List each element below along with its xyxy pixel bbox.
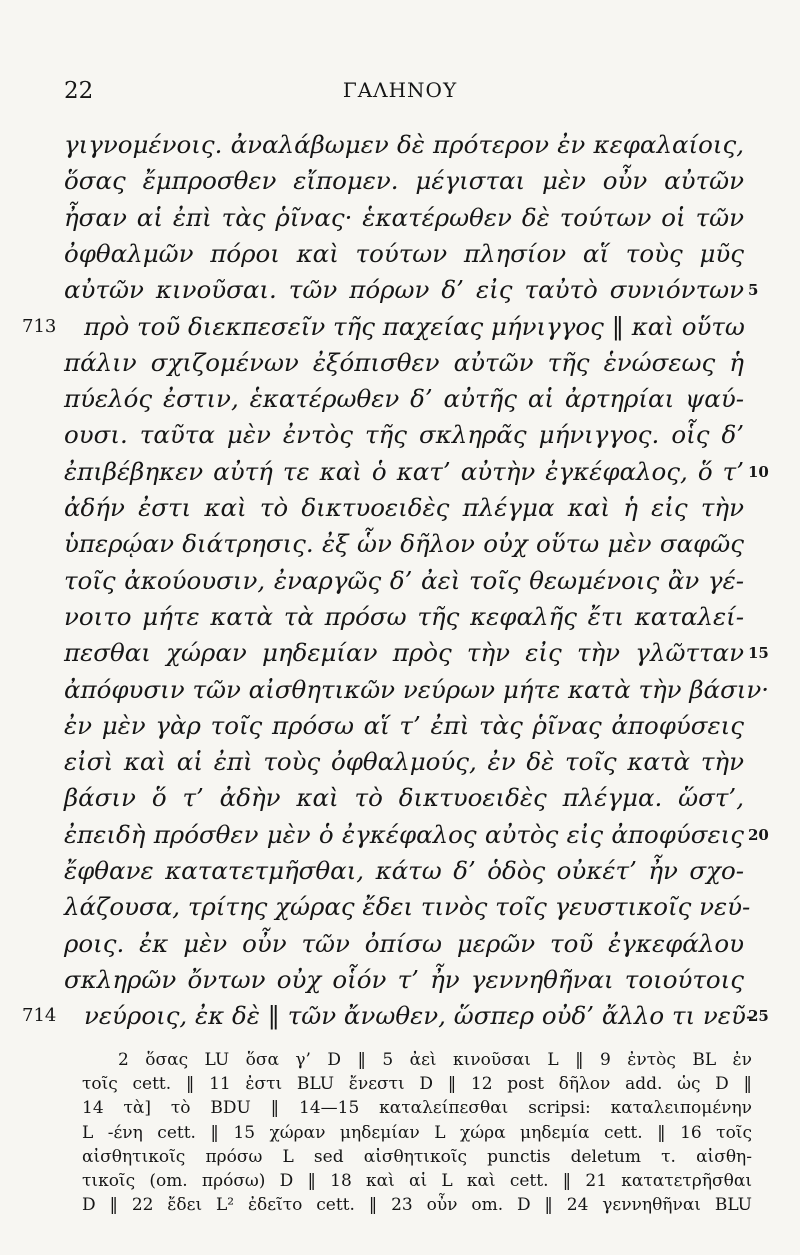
running-title: ΓΑΛΗΝΟΥ xyxy=(342,78,458,102)
text-line: λάζουσα, τρίτης χώρας ἔδει τινὸς τοῖς γευστικοῖς νεύ- xyxy=(64,892,751,922)
text-line: ἦσαν αἱ ἐπὶ τὰς ῥῖνας· ἑκατέρωθεν δὲ τούτων οἱ τῶν xyxy=(64,202,744,232)
apparatus-line: τοῖς cett. ‖ 11 ἐστι BLU ἔνεστι D ‖ 12 post δῆλον add. ὡς D ‖ xyxy=(82,1074,752,1095)
text-line: πύελός ἐστιν, ἑκατέρωθεν δ’ αὐτῆς αἱ ἀρτηρίαι ψαύ- xyxy=(64,384,744,414)
text-line: νοιτο μήτε κατὰ τὰ πρόσω τῆς κεφαλῆς ἔτι καταλεί- xyxy=(64,601,744,631)
text-line: βάσιν ὅ τ’ ἀδὴν καὶ τὸ δικτυοειδὲς πλέγμα. ὥστ’, xyxy=(64,783,744,813)
text-line: ἀπόφυσιν τῶν αἰσθητικῶν νεύρων μήτε κατὰ τὴν βάσιν· xyxy=(64,674,770,704)
apparatus-line: L -ένη cett. ‖ 15 χώραν μηδεμίαν L χώρα μηδεμία cett. ‖ 16 τοῖς xyxy=(82,1122,752,1143)
text-line: εἰσὶ καὶ αἱ ἐπὶ τοὺς ὀφθαλμούς, ἐν δὲ τοῖς κατὰ τὴν xyxy=(64,747,744,777)
text-line: σκληρῶν ὄντων οὐχ οἷόν τ’ ἦν γεννηθῆναι τοιούτοις xyxy=(64,964,744,994)
apparatus-line: D ‖ 22 ἔδει L² ἐδεῖτο cett. ‖ 23 οὖν om. D ‖ 24 γεννηθῆναι BLU xyxy=(82,1195,752,1216)
margin-page-ref: 713 xyxy=(22,315,57,337)
apparatus-line: αἰσθητικοῖς πρόσω L sed αἰσθητικοῖς punctis deletum τ. αἰσθη- xyxy=(82,1146,752,1167)
line-number: 10 xyxy=(748,462,769,481)
text-line: ὑπερῴαν διάτρησις. ἐξ ὧν δῆλον οὐχ οὕτω μὲν σαφῶς xyxy=(64,529,744,559)
text-line: αὐτῶν κινοῦσαι. τῶν πόρων δ’ εἰς ταὐτὸ συνιόντων xyxy=(64,275,744,305)
text-line: πρὸ τοῦ διεκπεσεῖν τῆς παχείας μήνιγγος ‖ καὶ οὕτω xyxy=(84,311,745,341)
text-line: πάλιν σχιζομένων ἐξόπισθεν αὐτῶν τῆς ἑνώσεως ἡ xyxy=(64,347,744,377)
apparatus-line: τικοῖς (om. πρόσω) D ‖ 18 καὶ αἱ L καὶ cett. ‖ 21 κατατετρῆσθαι xyxy=(82,1171,752,1191)
page-number: 22 xyxy=(64,78,94,104)
text-line: ὀφθαλμῶν πόροι καὶ τούτων πλησίον αἵ τοὺς μῦς xyxy=(64,238,744,268)
text-line: ἐπειδὴ πρόσθεν μὲν ὁ ἐγκέφαλος αὐτὸς εἰς ἀποφύσεις xyxy=(64,819,744,849)
text-line: γιγνομένοις. ἀναλάβωμεν δὲ πρότερον ἐν κεφαλαίοις, xyxy=(64,130,744,159)
text-line: νεύροις, ἐκ δὲ ‖ τῶν ἄνωθεν, ὥσπερ οὐδ’ ἄλλο τι νεῦ- xyxy=(84,1001,755,1031)
apparatus-line: 14 τὰ] τὸ BDU ‖ 14—15 καταλείπεσθαι scripsi: καταλειπομένην xyxy=(82,1098,752,1119)
line-number: 25 xyxy=(748,1007,769,1026)
text-line: ἐν μὲν γὰρ τοῖς πρόσω αἵ τ’ ἐπὶ τὰς ῥῖνας ἀποφύσεις xyxy=(64,710,744,740)
text-line: ἀδήν ἐστι καὶ τὸ δικτυοειδὲς πλέγμα καὶ ἡ εἰς τὴν xyxy=(64,493,744,522)
text-line: ροις. ἐκ μὲν οὖν τῶν ὀπίσω μερῶν τοῦ ἐγκεφάλου xyxy=(64,928,744,958)
margin-page-ref: 714 xyxy=(22,1005,57,1027)
line-number: 20 xyxy=(748,825,769,844)
text-line: πεσθαι χώραν μηδεμίαν πρὸς τὴν εἰς τὴν γλῶτταν xyxy=(64,638,744,668)
line-number: 15 xyxy=(748,644,769,663)
text-line: τοῖς ἀκούουσιν, ἐναργῶς δ’ ἀεὶ τοῖς θεωμένοις ἂν γέ- xyxy=(64,565,744,595)
line-number: 5 xyxy=(748,281,759,300)
text-line: ουσι. ταῦτα μὲν ἐντὸς τῆς σκληρᾶς μήνιγγος. οἷς δ’ xyxy=(64,420,744,450)
text-line: ὅσας ἔμπροσθεν εἴπομεν. μέγισται μὲν οὖν αὐτῶν xyxy=(64,166,744,196)
apparatus-line: 2 ὅσας LU ὅσα γ’ D ‖ 5 ἀεὶ κινοῦσαι L ‖ 9 ἐντὸς BL ἐν xyxy=(118,1050,752,1070)
text-line: ἔφθανε κατατετμῆσθαι, κάτω δ’ ὁδὸς οὐκέτ’ ἦν σχο- xyxy=(64,856,744,885)
text-line: ἐπιβέβηκεν αὐτή τε καὶ ὁ κατ’ αὐτὴν ἐγκέφαλος, ὅ τ’ xyxy=(64,456,744,486)
